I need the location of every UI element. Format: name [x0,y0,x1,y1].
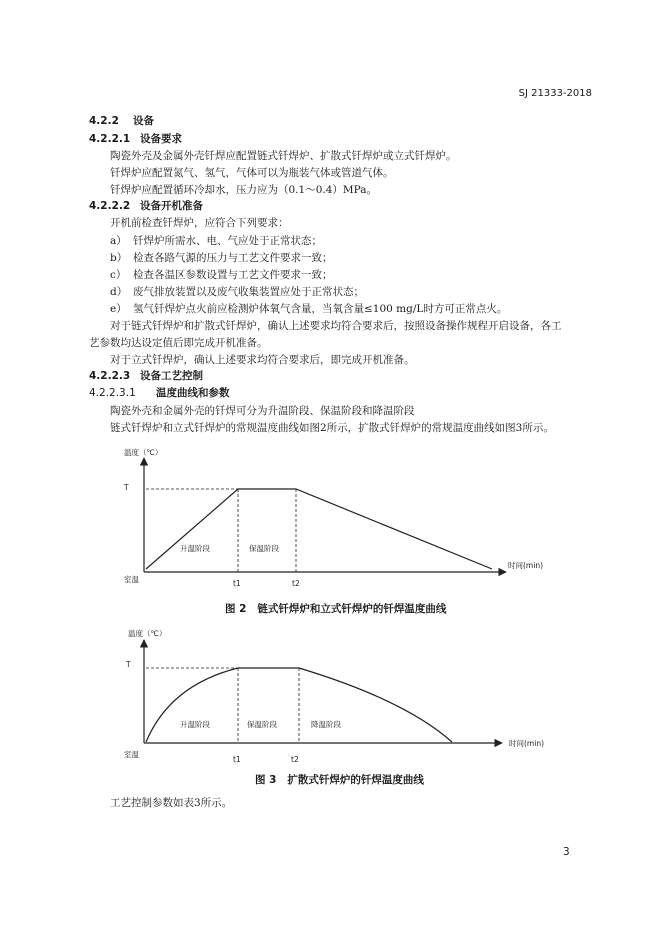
section-number-4-2-2-3-1: 4.2.2.3.1 [89,387,136,399]
paragraph-line: 开机前检查钎焊炉，应符合下列要求： [110,217,289,229]
paragraph-line: 钎焊炉应配置循环冷却水，压力应为（0.1～0.4）MPa。 [110,184,378,196]
fig3-xtick-t1: t1 [233,755,241,764]
fig2-ytick-room: 室温 [124,575,139,584]
fig2-ytick-T: T [124,483,129,492]
figure-2-caption: 图 2 链式钎焊炉和立式钎焊炉的钎焊温度曲线 [225,603,447,615]
section-title-4-2-2-3: 设备工艺控制 [140,370,203,382]
list-item-label: e） [110,303,127,315]
section-number-4-2-2-3: 4.2.2.3 [89,370,131,382]
list-item-text: 钎焊炉所需水、电、气应处于正常状态； [133,235,322,247]
list-item-label: c） [110,269,127,281]
section-title-4-2-2-3-1: 温度曲线和参数 [156,387,230,399]
fig2-phase-heating: 升温阶段 [180,544,210,553]
fig2-xtick-t1: t1 [233,579,241,588]
list-item-text: 检查各路气源的压力与工艺文件要求一致； [133,252,333,264]
fig3-xlabel: 时间(min) [509,739,544,748]
paragraph-line: 链式钎焊炉和立式钎焊炉的常规温度曲线如图2所示，扩散式钎焊炉的常规温度曲线如图3所示。 [110,422,554,434]
paragraph-line: 对于立式钎焊炉，确认上述要求均符合要求后，即完成开机准备。 [110,354,415,366]
paragraph-line: 钎焊炉应配置氮气、氢气，气体可以为瓶装气体或管道气体。 [110,167,394,179]
fig3-phase-holding: 保温阶段 [247,720,277,729]
section-title-4-2-2-2: 设备开机准备 [140,200,203,212]
section-number-4-2-2-1: 4.2.2.1 [89,133,131,145]
paragraph-line: 工艺控制参数如表3所示。 [110,797,233,809]
fig3-ytick-T: T [126,660,131,669]
standard-id: SJ 21333-2018 [518,88,592,99]
fig2-temperature-curve [146,489,492,569]
paragraph-line: 陶瓷外壳及金属外壳钎焊应配置链式钎焊炉、扩散式钎焊炉或立式钎焊炉。 [110,150,457,162]
fig2-phase-holding: 保温阶段 [249,544,279,553]
fig2-xlabel: 时间(min) [508,561,543,570]
fig2-xtick-t2: t2 [292,579,300,588]
list-item-label: a） [110,235,127,247]
list-item-label: b） [110,252,128,264]
paragraph-line: 艺参数均达设定值后即完成开机准备。 [89,337,268,349]
paragraph-line: 陶瓷外壳和金属外壳的钎焊可分为升温阶段、保温阶段和降温阶段 [110,405,415,417]
section-number-4-2-2: 4.2.2 [89,115,119,127]
figure-3-caption: 图 3 扩散式钎焊炉的钎焊温度曲线 [255,774,424,786]
fig2-ylabel: 温度（℃） [124,448,163,457]
paragraph-line: 对于链式钎焊炉和扩散式钎焊炉，确认上述要求均符合要求后，按照设备操作规程开启设备，各工 [110,320,562,332]
list-item-text: 检查各温区参数设置与工艺文件要求一致； [133,269,333,281]
section-title-4-2-2: 设备 [133,115,154,127]
list-item-text: 氢气钎焊炉点火前应检测炉体氧气含量，当氧含量≤100 mg/L时方可正常点火。 [133,303,508,315]
fig3-xtick-t2: t2 [291,755,299,764]
fig3-ylabel: 温度（℃） [128,629,167,638]
section-title-4-2-2-1: 设备要求 [140,133,182,145]
page-number: 3 [563,846,570,858]
list-item-text: 废气排放装置以及废气收集装置应处于正常状态； [133,286,364,298]
fig3-ytick-room: 室温 [124,750,139,759]
fig3-phase-heating: 升温阶段 [180,720,210,729]
section-number-4-2-2-2: 4.2.2.2 [89,200,131,212]
list-item-label: d） [110,286,128,298]
fig3-phase-cooling: 降温阶段 [311,720,341,729]
